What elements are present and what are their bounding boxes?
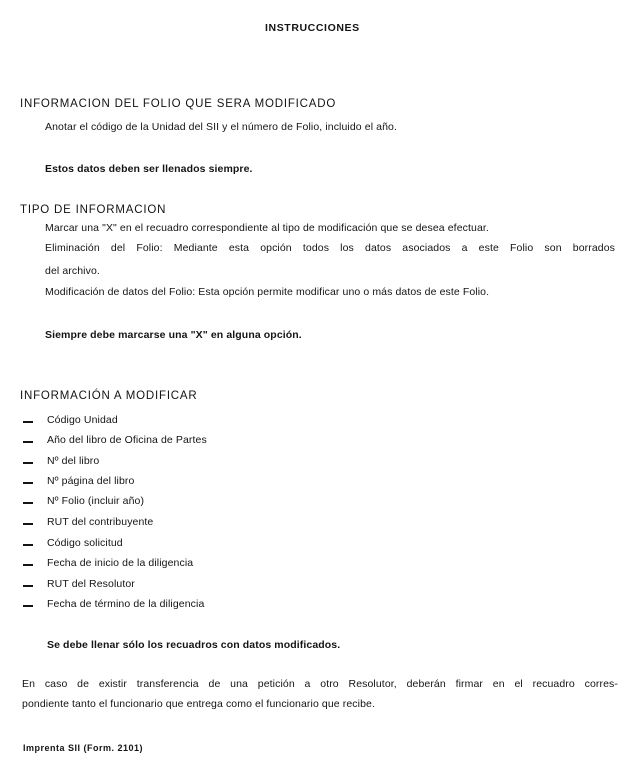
closing-line-1: En caso de existir transferencia de una petición a otro Resolutor, deberán firmar en el recuadro corres- <box>22 678 618 690</box>
list-dash <box>23 502 33 504</box>
list-item: Fecha de término de la diligencia <box>47 598 205 610</box>
tipo-eliminacion: Eliminación del Folio: Mediante esta opción todos los datos asociados a este Folio son borrados <box>45 242 615 254</box>
closing-line-2: pondiente tanto el funcionario que entrega como el funcionario que recibe. <box>22 698 375 710</box>
section-heading-folio: INFORMACION DEL FOLIO QUE SERA MODIFICADO <box>20 98 337 110</box>
tipo-instruction: Marcar una "X" en el recuadro correspondiente al tipo de modificación que se desea efectuar. <box>45 222 489 234</box>
form-footer: Imprenta SII (Form. 2101) <box>23 743 144 753</box>
list-dash <box>23 564 33 566</box>
list-dash <box>23 585 33 587</box>
list-dash <box>23 421 33 423</box>
page-title: INSTRUCCIONES <box>265 22 360 34</box>
folio-note: Estos datos deben ser llenados siempre. <box>45 163 253 175</box>
modificar-note: Se debe llenar sólo los recuadros con datos modificados. <box>47 639 341 651</box>
tipo-eliminacion-cont: del archivo. <box>45 265 100 277</box>
list-item: Fecha de inicio de la diligencia <box>47 557 194 569</box>
list-dash <box>23 523 33 525</box>
list-item: Nº página del libro <box>47 475 135 487</box>
list-item: Nº Folio (incluir año) <box>47 495 145 507</box>
list-dash <box>23 482 33 484</box>
list-dash <box>23 441 33 443</box>
list-item: Año del libro de Oficina de Partes <box>47 434 207 446</box>
list-dash <box>23 544 33 546</box>
list-item: Nº del libro <box>47 455 100 467</box>
section-heading-tipo: TIPO DE INFORMACION <box>20 204 167 216</box>
list-dash <box>23 462 33 464</box>
tipo-note: Siempre debe marcarse una "X" en alguna opción. <box>45 329 302 341</box>
list-item: RUT del Resolutor <box>47 578 135 590</box>
section-heading-modificar: INFORMACIÓN A MODIFICAR <box>20 390 198 402</box>
tipo-modificacion: Modificación de datos del Folio: Esta opción permite modificar uno o más datos de este Folio. <box>45 286 490 298</box>
list-item: Código solicitud <box>47 537 123 549</box>
folio-instruction: Anotar el código de la Unidad del SII y el número de Folio, incluido el año. <box>45 121 397 133</box>
list-item: Código Unidad <box>47 414 118 426</box>
list-dash <box>23 605 33 607</box>
list-item: RUT del contribuyente <box>47 516 154 528</box>
